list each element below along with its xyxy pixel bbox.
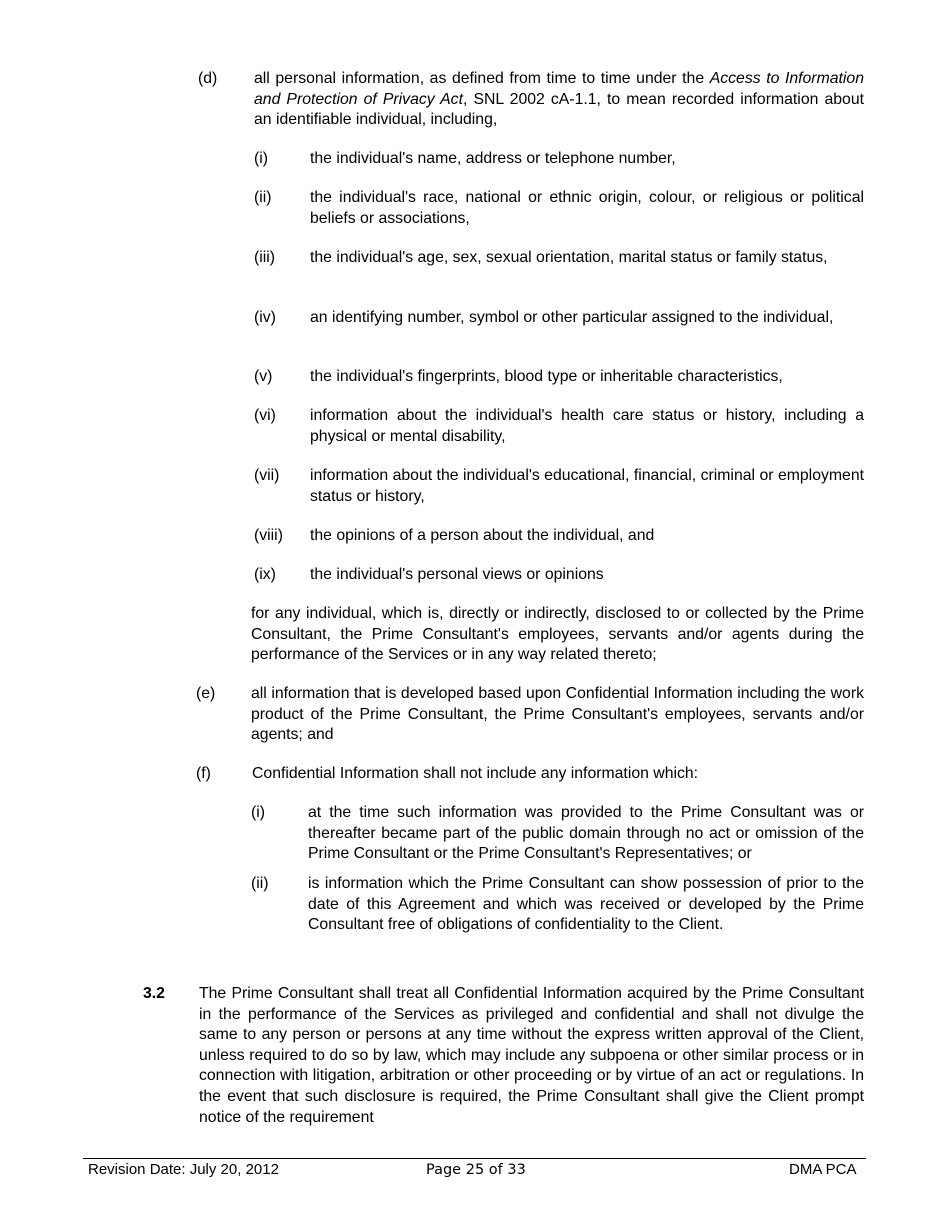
clause-d-label: (d) — [198, 70, 218, 87]
item-d-vi-label: (vi) — [254, 407, 276, 424]
item-d-iv-label: (iv) — [254, 309, 276, 326]
footer-doc-code: DMA PCA — [789, 1161, 857, 1178]
item-d-ix-text: the individual's personal views or opinions — [310, 566, 604, 583]
clause-d-closing: for any individual, which is, directly or indirectly, disclosed to or collected by the Prime Consultant, the Prime Consultant's employees, servants and/or agents during the performance of the Services or in any way related thereto; — [251, 605, 864, 664]
footer-divider — [83, 1158, 866, 1159]
footer-page-number: Page 25 of 33 — [426, 1162, 526, 1178]
clause-f-label: (f) — [196, 765, 211, 782]
item-f-ii-text: is information which the Prime Consultant can show possession of prior to the date of this Agreement and which was received or developed by the Prime Consultant free of obligations of confidentiality to the Client. — [308, 875, 864, 934]
item-d-vi-text: information about the individual's health care status or history, including a physical or mental disability, — [310, 407, 864, 445]
item-f-ii-label: (ii) — [251, 875, 269, 892]
section-number-3-2: 3.2 — [143, 985, 165, 1002]
item-d-i-text: the individual's name, address or telephone number, — [310, 150, 676, 167]
item-f-i-label: (i) — [251, 804, 266, 821]
clause-e-text: all information that is developed based upon Confidential Information including the work product of the Prime Consultant, the Prime Consultant's employees, servants and/or agents; and — [251, 685, 864, 744]
act-title: Access to Information and Protection of Privacy Act — [254, 70, 864, 108]
item-d-iii-text: the individual's age, sex, sexual orientation, marital status or family status, — [310, 249, 828, 266]
item-d-viii-label: (viii) — [254, 527, 283, 544]
item-d-v-text: the individual's fingerprints, blood type or inheritable characteristics, — [310, 368, 783, 385]
item-d-v-label: (v) — [254, 368, 273, 385]
footer-revision-date: Revision Date: July 20, 2012 — [88, 1161, 279, 1178]
item-d-viii-text: the opinions of a person about the individual, and — [310, 527, 655, 544]
clause-e-label: (e) — [196, 685, 216, 702]
item-d-ii-label: (ii) — [254, 189, 272, 206]
clause-d-text — [254, 69, 864, 131]
item-d-iv-text: an identifying number, symbol or other particular assigned to the individual, — [310, 309, 834, 326]
item-d-ii-text: the individual's race, national or ethnic origin, colour, or religious or political beliefs or associations, — [310, 189, 864, 227]
item-d-iii-label: (iii) — [254, 249, 276, 266]
item-d-vii-text: information about the individual's educational, financial, criminal or employment status or history, — [310, 467, 864, 505]
item-f-i-text: at the time such information was provided to the Prime Consultant was or thereafter became part of the public domain through no act or omission of the Prime Consultant or the Prime Consultant's Representatives; or — [308, 804, 864, 863]
item-d-i-label: (i) — [254, 150, 269, 167]
item-d-vii-label: (vii) — [254, 467, 280, 484]
item-d-ix-label: (ix) — [254, 566, 276, 583]
clause-d-text-start: all personal information, as defined from time to time under the — [254, 70, 710, 87]
clause-f-text: Confidential Information shall not include any information which: — [252, 765, 699, 782]
clause-d-text-end: , SNL 2002 cA-1.1, to mean recorded information about an identifiable individual, including, — [254, 90, 864, 129]
section-3-2-text: The Prime Consultant shall treat all Confidential Information acquired by the Prime Consultant in the performance of the Services as privileged and confidential and shall not divulge the same to any person or persons at any time without the express written approval of the Client, unless required to do so by law, which may include any subpoena or other similar process or in connection with litigation, arbitration or other proceeding or by virtue of an act or regulations. In the event that such disclosure is required, the Prime Consultant shall give the Client prompt notice of the requirement — [199, 985, 864, 1126]
